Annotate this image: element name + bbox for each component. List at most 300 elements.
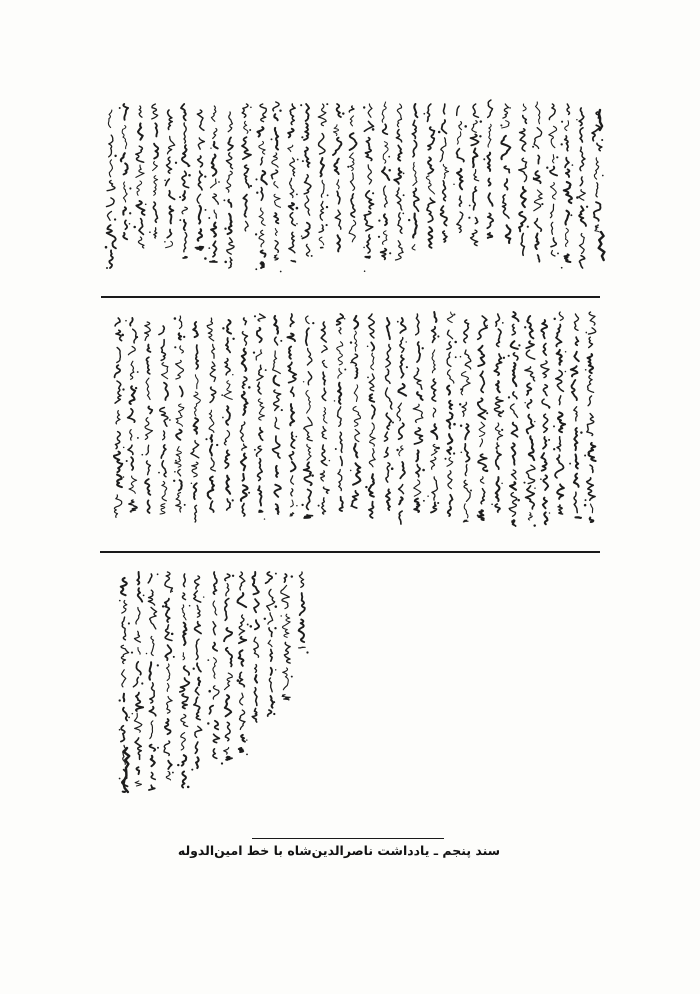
- handwriting-dot: [105, 246, 108, 249]
- handwriting-stroke: [228, 214, 232, 234]
- handwriting-stroke: [333, 138, 341, 155]
- handwriting-stroke: [180, 386, 183, 396]
- handwriting-dot: [557, 252, 559, 254]
- handwriting-stroke: [260, 104, 266, 122]
- handwriting-dot: [572, 164, 574, 166]
- handwriting-stroke: [274, 390, 281, 411]
- handwriting-stroke: [431, 424, 437, 439]
- handwriting-stroke: [427, 198, 435, 222]
- handwriting-stroke: [398, 146, 402, 161]
- handwriting-stroke: [588, 354, 594, 373]
- handwriting-dot: [501, 483, 502, 484]
- handwriting-dot: [157, 664, 159, 666]
- handwriting-dot: [533, 524, 535, 526]
- handwriting-stroke: [457, 106, 460, 115]
- handwriting-dot: [364, 270, 366, 272]
- handwriting-dot: [193, 668, 195, 670]
- handwriting-stroke: [371, 342, 374, 350]
- handwriting-stroke: [472, 121, 477, 133]
- handwriting-dot: [205, 438, 207, 440]
- handwriting-stroke: [587, 414, 594, 436]
- handwriting-stroke: [180, 346, 184, 353]
- handwriting-stroke: [594, 202, 601, 221]
- handwriting-stroke: [290, 178, 294, 197]
- handwriting-dot: [422, 347, 424, 349]
- handwriting-dot: [191, 769, 193, 771]
- document-caption: سند پنجم ـ یادداشت ناصرالدین‌شاه با خط امین‌الدوله: [177, 843, 500, 858]
- handwriting-dot: [126, 460, 128, 462]
- handwriting-dot: [254, 315, 256, 317]
- handwriting-stroke: [261, 188, 263, 201]
- handwriting-dot: [350, 341, 352, 343]
- handwriting-stroke: [431, 457, 436, 469]
- handwriting-stroke: [588, 375, 594, 392]
- handwriting-stroke: [194, 483, 197, 499]
- handwriting-stroke: [535, 219, 542, 232]
- handwriting-stroke: [335, 210, 341, 229]
- handwriting-stroke: [354, 316, 358, 329]
- handwriting-stroke: [137, 181, 142, 195]
- handwriting-dot: [123, 447, 125, 449]
- handwriting-stroke: [576, 337, 579, 345]
- handwriting-dot: [329, 460, 330, 461]
- handwriting-stroke: [541, 320, 547, 338]
- handwriting-stroke: [165, 572, 173, 592]
- handwriting-stroke: [400, 462, 405, 478]
- handwriting-stroke: [337, 342, 343, 365]
- handwriting-dot: [250, 107, 252, 109]
- handwriting-stroke: [180, 678, 189, 692]
- handwriting-dot: [222, 327, 224, 329]
- handwriting-stroke: [527, 383, 531, 395]
- handwriting-dot: [141, 682, 143, 684]
- handwriting-dot: [248, 492, 250, 494]
- handwriting-stroke: [181, 714, 188, 726]
- handwriting-dot: [137, 437, 139, 439]
- handwriting-dot: [291, 676, 293, 678]
- handwriting-stroke: [523, 104, 526, 111]
- handwriting-stroke: [536, 102, 540, 124]
- handwriting-stroke: [240, 693, 244, 705]
- handwriting-dot: [570, 214, 572, 216]
- handwriting-stroke: [544, 512, 547, 524]
- handwriting-stroke: [155, 123, 157, 136]
- handwriting-dot: [584, 455, 586, 457]
- handwriting-stroke: [259, 141, 265, 154]
- handwriting-dot: [128, 717, 130, 719]
- handwriting-stroke: [414, 104, 417, 117]
- handwriting-dot: [553, 448, 555, 450]
- handwriting-stroke: [334, 125, 339, 136]
- handwriting-stroke: [386, 345, 391, 368]
- handwriting-stroke: [281, 585, 290, 608]
- handwriting-stroke: [228, 137, 233, 150]
- handwriting-stroke: [242, 503, 245, 516]
- handwriting-stroke: [148, 590, 154, 605]
- handwriting-stroke: [471, 134, 479, 145]
- handwriting-stroke: [160, 408, 168, 427]
- handwriting-stroke: [448, 370, 454, 383]
- handwriting-stroke: [146, 445, 149, 455]
- handwriting-dot: [122, 388, 124, 390]
- handwriting-stroke: [383, 142, 388, 164]
- handwriting-stroke: [121, 578, 127, 595]
- handwriting-stroke: [255, 675, 257, 682]
- handwriting-stroke: [129, 500, 137, 512]
- handwriting-stroke: [555, 455, 564, 478]
- handwriting-dot: [311, 255, 313, 257]
- handwriting-stroke: [153, 202, 157, 222]
- handwriting-dot: [119, 600, 121, 602]
- handwriting-dot: [372, 192, 374, 194]
- handwriting-stroke: [519, 212, 526, 232]
- handwriting-dot: [503, 357, 505, 359]
- handwriting-stroke: [169, 206, 173, 223]
- handwriting-dot: [453, 452, 455, 454]
- handwriting-stroke: [129, 386, 135, 404]
- handwriting-stroke: [549, 104, 555, 120]
- handwriting-stroke: [480, 371, 484, 392]
- handwriting-dot: [280, 340, 282, 342]
- handwriting-stroke: [275, 241, 278, 253]
- handwriting-stroke: [322, 388, 326, 400]
- handwriting-stroke: [565, 121, 569, 131]
- handwriting-stroke: [131, 457, 133, 470]
- handwriting-stroke: [225, 673, 233, 690]
- handwriting-stroke: [413, 214, 417, 238]
- handwriting-dot: [491, 503, 493, 505]
- handwriting-stroke: [183, 257, 187, 258]
- handwriting-dot: [460, 451, 462, 453]
- handwriting-dot: [141, 454, 143, 456]
- handwriting-stroke: [211, 435, 213, 442]
- handwriting-stroke: [527, 316, 533, 338]
- handwriting-dot: [275, 669, 276, 670]
- handwriting-stroke: [307, 444, 311, 460]
- handwriting-dot: [483, 158, 485, 160]
- handwriting-stroke: [128, 409, 135, 422]
- handwriting-dot: [335, 448, 337, 450]
- handwriting-stroke: [117, 348, 121, 363]
- handwriting-dot: [584, 504, 587, 507]
- handwriting-stroke: [338, 407, 342, 426]
- handwriting-dot: [248, 386, 251, 389]
- handwriting-stroke: [182, 694, 188, 709]
- handwriting-stroke: [182, 145, 189, 166]
- handwriting-stroke: [122, 670, 126, 687]
- handwriting-dot: [365, 486, 367, 488]
- handwriting-dot: [221, 762, 223, 764]
- handwriting-stroke: [268, 613, 273, 624]
- handwriting-dot: [247, 624, 249, 626]
- handwriting-dot: [423, 113, 425, 115]
- handwriting-stroke: [291, 476, 294, 484]
- handwriting-dot: [546, 167, 548, 169]
- handwriting-stroke: [199, 206, 201, 224]
- handwriting-stroke: [591, 504, 593, 513]
- handwriting-stroke: [323, 487, 329, 493]
- handwriting-dot: [460, 388, 462, 390]
- handwriting-stroke: [215, 721, 218, 730]
- handwriting-stroke: [399, 485, 404, 494]
- handwriting-stroke: [175, 447, 182, 468]
- handwriting-stroke: [138, 588, 142, 601]
- handwriting-stroke: [447, 458, 453, 467]
- handwriting-stroke: [166, 179, 170, 186]
- handwriting-dot: [532, 146, 534, 148]
- handwriting-stroke: [261, 262, 264, 268]
- handwriting-stroke: [115, 432, 120, 449]
- handwriting-stroke: [487, 153, 490, 171]
- handwriting-stroke: [254, 637, 259, 657]
- handwriting-stroke: [181, 104, 186, 120]
- handwriting-stroke: [413, 162, 417, 185]
- handwriting-stroke: [543, 475, 548, 490]
- handwriting-stroke: [340, 432, 342, 452]
- handwriting-stroke: [367, 235, 371, 253]
- handwriting-stroke: [290, 158, 295, 176]
- handwriting-stroke: [183, 623, 186, 645]
- handwriting-stroke: [321, 445, 327, 465]
- handwriting-stroke: [504, 166, 509, 172]
- handwriting-stroke: [322, 498, 326, 514]
- handwriting-dot: [423, 500, 425, 502]
- handwriting-stroke: [443, 164, 448, 178]
- handwriting-dot: [326, 224, 328, 226]
- handwriting-stroke: [145, 322, 151, 340]
- handwriting-dot: [602, 175, 604, 177]
- handwriting-dot: [184, 504, 186, 506]
- handwriting-stroke: [194, 392, 201, 416]
- handwriting-stroke: [413, 141, 417, 157]
- handwriting-dot: [207, 722, 209, 724]
- handwriting-stroke: [574, 407, 577, 421]
- handwriting-stroke: [228, 112, 232, 132]
- handwriting-stroke: [210, 362, 215, 381]
- handwriting-stroke: [527, 415, 534, 434]
- handwriting-stroke: [146, 378, 150, 399]
- handwriting-stroke: [444, 104, 445, 114]
- handwriting-stroke: [239, 710, 245, 729]
- handwriting-dot: [223, 199, 225, 201]
- handwriting-stroke: [130, 430, 132, 441]
- handwriting-stroke: [123, 104, 128, 120]
- handwriting-dot: [119, 729, 121, 731]
- handwriting-stroke: [149, 785, 155, 790]
- handwriting-stroke: [350, 116, 353, 126]
- handwriting-stroke: [382, 167, 389, 180]
- handwriting-stroke: [349, 153, 354, 171]
- handwriting-dot: [296, 505, 297, 506]
- handwriting-dot: [256, 192, 258, 194]
- handwriting-dot: [271, 174, 273, 176]
- handwriting-stroke: [337, 191, 340, 204]
- handwriting-stroke: [306, 244, 309, 256]
- handwriting-dot: [132, 713, 134, 715]
- handwriting-stroke: [179, 480, 182, 490]
- handwriting-dot: [121, 463, 123, 465]
- handwriting-stroke: [397, 403, 401, 421]
- handwriting-stroke: [136, 693, 143, 711]
- handwriting-stroke: [117, 475, 122, 488]
- handwriting-dot: [437, 335, 439, 337]
- handwriting-stroke: [447, 342, 451, 350]
- handwriting-dot: [133, 226, 136, 229]
- handwriting-stroke: [337, 314, 344, 325]
- handwriting-stroke: [534, 171, 541, 183]
- handwriting-stroke: [398, 384, 406, 396]
- handwriting-stroke: [229, 258, 232, 268]
- handwriting-stroke: [596, 183, 598, 197]
- handwriting-stroke: [526, 486, 535, 509]
- handwriting-stroke: [334, 159, 338, 174]
- handwriting-stroke: [478, 346, 484, 366]
- handwriting-stroke: [496, 451, 501, 469]
- handwriting-stroke: [464, 480, 470, 501]
- handwriting-stroke: [225, 359, 230, 375]
- handwriting-stroke: [161, 340, 165, 361]
- handwriting-stroke: [534, 128, 542, 149]
- handwriting-stroke: [497, 329, 501, 347]
- handwriting-stroke: [149, 707, 155, 716]
- handwriting-stroke: [115, 318, 120, 326]
- handwriting-stroke: [307, 348, 312, 365]
- handwriting-stroke: [433, 408, 435, 417]
- handwriting-stroke: [227, 320, 231, 334]
- handwriting-dot: [527, 226, 529, 228]
- handwriting-stroke: [394, 168, 401, 184]
- handwriting-stroke: [414, 499, 419, 512]
- handwriting-stroke: [412, 245, 415, 250]
- handwriting-dot: [174, 471, 176, 473]
- handwriting-stroke: [122, 126, 126, 149]
- handwriting-dot: [378, 219, 380, 221]
- handwriting-stroke: [512, 423, 518, 437]
- handwriting-stroke: [431, 502, 436, 512]
- handwriting-dot: [326, 206, 328, 208]
- handwriting-stroke: [168, 761, 171, 769]
- handwriting-stroke: [195, 742, 198, 753]
- handwriting-dot: [342, 112, 344, 114]
- handwriting-stroke: [258, 382, 262, 394]
- handwriting-stroke: [543, 437, 546, 449]
- handwriting-stroke: [559, 312, 563, 320]
- handwriting-stroke: [133, 329, 136, 343]
- handwriting-stroke: [213, 686, 219, 699]
- handwriting-stroke: [386, 388, 392, 409]
- handwriting-dot: [453, 313, 455, 315]
- handwriting-dot: [232, 575, 234, 577]
- handwriting-stroke: [338, 383, 341, 404]
- handwriting-dot: [296, 223, 298, 225]
- handwriting-dot: [561, 143, 563, 145]
- handwriting-stroke: [183, 653, 185, 660]
- handwriting-stroke: [571, 366, 578, 376]
- handwriting-stroke: [473, 149, 478, 168]
- handwriting-stroke: [184, 666, 189, 675]
- handwriting-stroke: [399, 423, 404, 439]
- handwriting-dot: [106, 267, 108, 269]
- handwriting-stroke: [448, 506, 451, 516]
- handwriting-stroke: [512, 443, 516, 464]
- handwriting-stroke: [213, 241, 217, 256]
- handwriting-stroke: [354, 385, 357, 402]
- handwriting-stroke: [270, 649, 272, 661]
- handwriting-stroke: [550, 167, 557, 176]
- handwriting-stroke: [306, 390, 311, 413]
- handwriting-stroke: [386, 413, 391, 429]
- handwriting-dot: [541, 203, 543, 205]
- handwriting-stroke: [226, 338, 230, 352]
- handwriting-stroke: [305, 147, 310, 167]
- handwriting-stroke: [213, 734, 219, 742]
- handwriting-dot: [486, 412, 488, 414]
- handwriting-stroke: [167, 684, 169, 692]
- handwriting-stroke: [431, 444, 439, 455]
- handwriting-stroke: [509, 493, 517, 517]
- handwriting-dot: [534, 487, 536, 489]
- handwriting-dot: [363, 106, 365, 108]
- handwriting-stroke: [543, 344, 546, 356]
- handwriting-dot: [146, 653, 148, 655]
- handwriting-stroke: [148, 407, 152, 414]
- handwriting-stroke: [121, 153, 125, 161]
- handwriting-stroke: [224, 748, 229, 755]
- handwriting-dot: [437, 502, 439, 504]
- handwriting-stroke: [386, 463, 390, 482]
- handwriting-stroke: [480, 477, 484, 484]
- handwriting-stroke: [307, 489, 312, 509]
- handwriting-stroke: [448, 471, 452, 489]
- handwriting-stroke: [487, 213, 493, 228]
- handwriting-stroke: [432, 379, 436, 401]
- handwriting-dot: [208, 217, 210, 219]
- handwriting-dot: [296, 207, 299, 210]
- handwriting-stroke: [369, 502, 374, 518]
- handwriting-stroke: [399, 497, 402, 504]
- handwriting-stroke: [123, 708, 127, 721]
- handwriting-stroke: [259, 230, 264, 247]
- handwriting-stroke: [268, 640, 272, 646]
- handwriting-stroke: [184, 123, 186, 143]
- handwriting-dot: [172, 772, 174, 774]
- handwriting-stroke: [370, 394, 375, 402]
- handwriting-stroke: [320, 247, 323, 248]
- handwriting-stroke: [399, 511, 402, 524]
- handwriting-dot: [224, 261, 227, 264]
- handwriting-stroke: [272, 153, 278, 167]
- handwriting-stroke: [109, 250, 112, 268]
- handwriting-stroke: [150, 683, 154, 703]
- handwriting-stroke: [365, 257, 370, 259]
- handwriting-stroke: [496, 381, 500, 392]
- handwriting-dot: [454, 341, 457, 344]
- handwriting-dot: [508, 355, 510, 357]
- handwriting-stroke: [136, 608, 140, 625]
- handwriting-stroke: [368, 165, 372, 184]
- handwriting-dot: [437, 447, 440, 450]
- handwriting-stroke: [304, 515, 312, 518]
- handwriting-stroke: [520, 129, 526, 151]
- handwriting-dot: [264, 618, 266, 620]
- handwriting-stroke: [168, 136, 175, 153]
- handwriting-stroke: [461, 372, 470, 395]
- handwriting-dot: [565, 351, 567, 353]
- handwriting-stroke: [479, 422, 485, 436]
- handwriting-stroke: [339, 328, 341, 334]
- handwriting-stroke: [198, 171, 202, 190]
- handwriting-stroke: [338, 470, 342, 491]
